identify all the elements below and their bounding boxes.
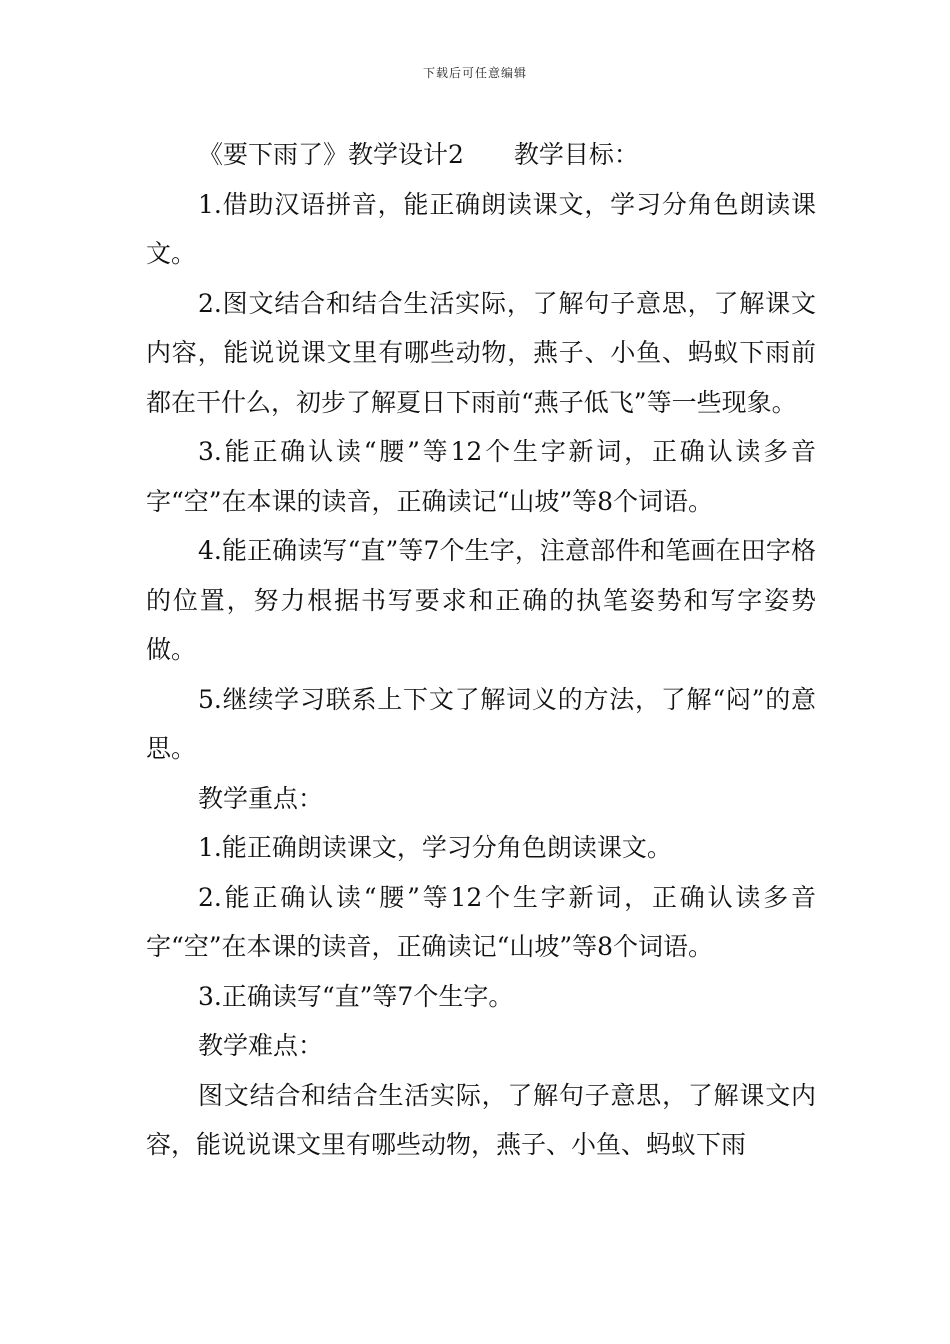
key-point-2: 2.能正确认读“腰”等12个生字新词，正确认读多音字“空”在本课的读音，正确读记“山坡”等8个词语。 (146, 882, 816, 961)
objective-2: 2.图文结合和结合生活实际，了解句子意思，了解课文内容，能说说课文里有哪些动物，燕子、小鱼、蚂蚁下雨前都在干什么，初步了解夏日下雨前“燕子低飞”等一些现象。 (146, 288, 816, 417)
page-header-note: 下载后可任意编辑 (422, 66, 527, 80)
doc-title-line: 《要下雨了》教学设计2 教学目标： (198, 140, 639, 169)
key-point-1: 1.能正确朗读课文，学习分角色朗读课文。 (198, 833, 672, 862)
difficulties-heading: 教学难点： (198, 1031, 324, 1060)
document-body (146, 130, 816, 1170)
objective-1: 1.借助汉语拼音，能正确朗读课文，学习分角色朗读课文。 (146, 189, 816, 268)
objective-5: 5.继续学习联系上下文了解词义的方法，了解“闷”的意思。 (146, 684, 816, 763)
key-point-3: 3.正确读写“直”等7个生字。 (198, 981, 514, 1011)
key-points-heading: 教学重点： (198, 783, 324, 813)
objective-4: 4.能正确读写“直”等7个生字，注意部件和笔画在田字格的位置，努力根据书写要求和正确的执笔姿势和写字姿势做。 (146, 536, 816, 664)
objective-3: 3.能正确认读“腰”等12个生字新词，正确认读多音字“空”在本课的读音，正确读记“山坡”等8个词语。 (146, 437, 816, 516)
difficulty-paragraph: 图文结合和结合生活实际，了解句子意思，了解课文内容，能说说课文里有哪些动物，燕子、小鱼、蚂蚁下雨 (146, 1080, 816, 1159)
